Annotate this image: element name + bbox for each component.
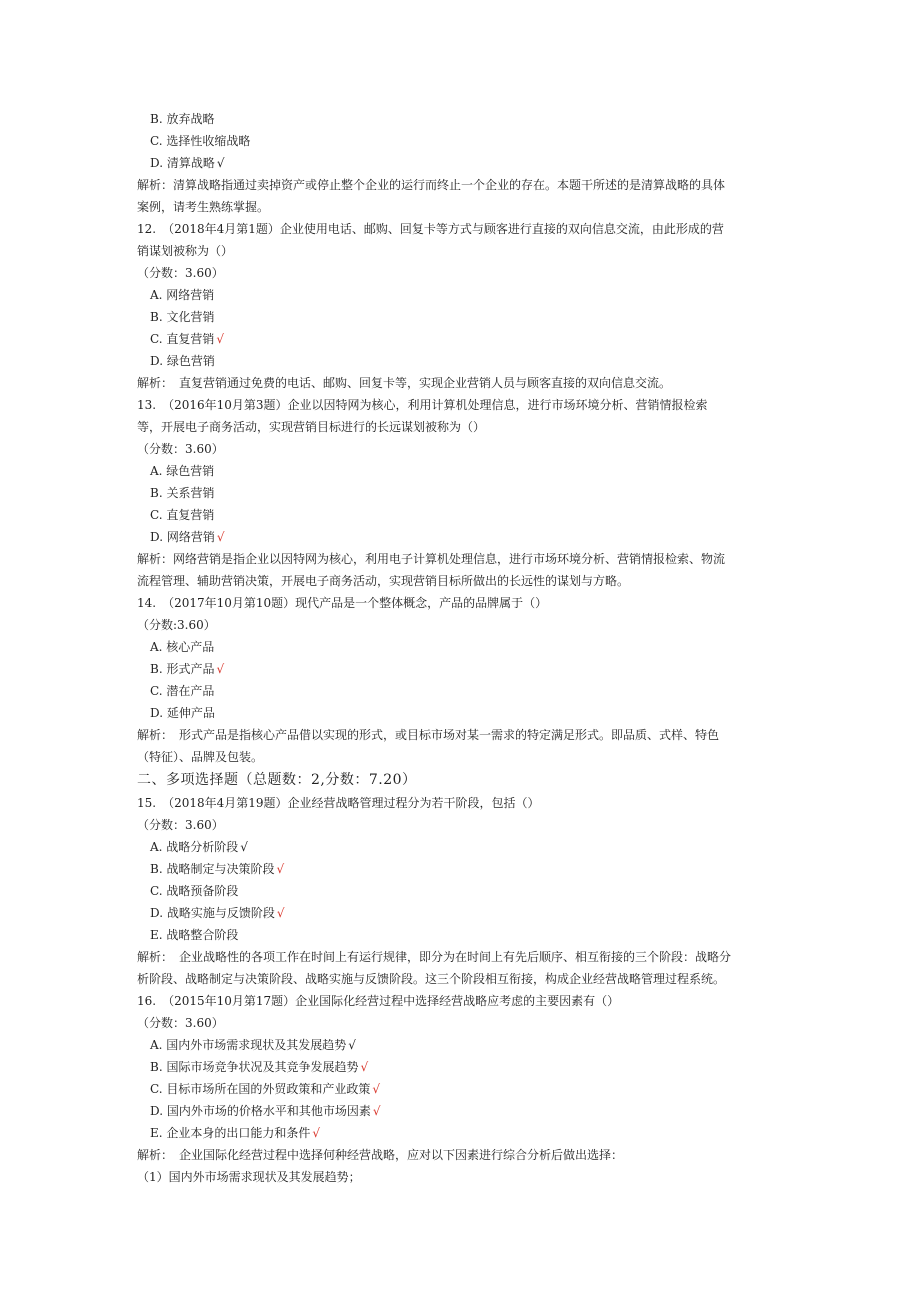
section-heading: 二、多项选择题（总题数：2,分数：7.20） — [137, 772, 417, 788]
option-c: C. 目标市场所在国的外贸政策和产业政策 √ — [150, 1082, 381, 1096]
option-d: D. 网络营销 √ — [150, 530, 225, 544]
analysis-line: 流程管理、辅助营销决策，开展电子商务活动，实现营销目标所做出的长远性的谋划与方略。 — [137, 574, 630, 588]
question-score: （分数：3.60） — [137, 1016, 224, 1030]
option-a: A. 国内外市场需求现状及其发展趋势 √ — [150, 1038, 356, 1052]
option-b: B. 放弃战略 — [150, 112, 215, 126]
analysis-line: 解析： 企业战略性的各项工作在时间上有运行规律，即分为在时间上有先后顺序、相互衔接的三个阶段：战略分 — [137, 950, 732, 964]
check-mark-icon: √ — [348, 1038, 356, 1052]
check-mark-icon: √ — [276, 862, 285, 876]
check-mark-icon: √ — [276, 906, 285, 920]
option-c: C. 选择性收缩战略 — [150, 134, 251, 148]
analysis-line: 解析：网络营销是指企业以因特网为核心，利用电子计算机处理信息，进行市场环境分析、营销情报检索、物流 — [137, 552, 726, 566]
check-mark-icon: √ — [312, 1126, 321, 1140]
option-b: B. 形式产品 √ — [150, 662, 225, 676]
option-b: B. 关系营销 — [150, 486, 215, 500]
question-stem: 等，开展电子商务活动，实现营销目标进行的长远谋划被称为（） — [137, 420, 486, 434]
question-15 — [137, 792, 787, 990]
question-stem: 15. （2018年4月第19题）企业经营战略管理过程分为若干阶段，包括（） — [137, 796, 540, 810]
question-score: （分数：3.60） — [137, 442, 224, 456]
analysis-line: 解析： 直复营销通过免费的电话、邮购、回复卡等，实现企业营销人员与顾客直接的双向信息交流。 — [137, 376, 672, 390]
question-16 — [137, 990, 787, 1188]
analysis-line: 案例，请考生熟练掌握。 — [137, 200, 270, 214]
check-mark-icon: √ — [372, 1104, 381, 1118]
question-11 — [137, 108, 787, 218]
option-a: A. 战略分析阶段 √ — [150, 840, 248, 854]
question-13 — [137, 394, 787, 592]
option-d: D. 国内外市场的价格水平和其他市场因素 √ — [150, 1104, 381, 1118]
option-a: A. 核心产品 — [150, 640, 215, 654]
option-c: C. 直复营销 — [150, 508, 215, 522]
option-a: A. 网络营销 — [150, 288, 215, 302]
option-e: E. 战略整合阶段 — [150, 928, 239, 942]
question-score: （分数：3.60） — [137, 818, 224, 832]
question-stem: 14. （2017年10月第10题）现代产品是一个整体概念，产品的品牌属于（） — [137, 596, 548, 610]
check-mark-icon: √ — [216, 156, 225, 170]
option-b: B. 国际市场竞争状况及其竞争发展趋势 √ — [150, 1060, 369, 1074]
check-mark-icon: √ — [372, 1082, 381, 1096]
question-score: （分数:3.60） — [137, 618, 216, 632]
check-mark-icon: √ — [240, 840, 248, 854]
question-score: （分数：3.60） — [137, 266, 224, 280]
check-mark-icon: √ — [216, 530, 225, 544]
option-b: B. 文化营销 — [150, 310, 215, 324]
analysis-line: 析阶段、战略制定与决策阶段、战略实施与反馈阶段。这三个阶段相互衔接，构成企业经营战略管理过程系统。 — [137, 972, 726, 986]
option-d: D. 战略实施与反馈阶段 √ — [150, 906, 285, 920]
question-stem: 12. （2018年4月第1题）企业使用电话、邮购、回复卡等方式与顾客进行直接的双向信息交流，由此形成的营 — [137, 222, 724, 236]
option-d: D. 清算战略 √ — [150, 156, 225, 170]
question-12 — [137, 218, 787, 394]
option-c: C. 战略预备阶段 — [150, 884, 239, 898]
option-e: E. 企业本身的出口能力和条件 √ — [150, 1126, 321, 1140]
question-stem: 销谋划被称为（） — [137, 244, 234, 258]
analysis-line: 解析：清算战略指通过卖掉资产或停止整个企业的运行而终止一个企业的存在。本题干所述的是清算战略的具体 — [137, 178, 726, 192]
check-mark-icon: √ — [216, 332, 225, 346]
option-a: A. 绿色营销 — [150, 464, 215, 478]
question-stem: 13. （2016年10月第3题）企业以因特网为核心，利用计算机处理信息，进行市场环境分析、营销情报检索 — [137, 398, 708, 412]
analysis-line: 解析： 企业国际化经营过程中选择何种经营战略，应对以下因素进行综合分析后做出选择： — [137, 1148, 624, 1162]
analysis-line: （特征）、品牌及包装。 — [137, 750, 264, 764]
exam-page — [137, 108, 787, 1188]
check-mark-icon: √ — [216, 662, 225, 676]
option-d: D. 绿色营销 — [150, 354, 215, 368]
option-d: D. 延伸产品 — [150, 706, 215, 720]
analysis-line: 解析： 形式产品是指核心产品借以实现的形式，或目标市场对某一需求的特定满足形式。即品质、式样、特色 — [137, 728, 720, 742]
question-14 — [137, 592, 787, 768]
option-c: C. 潜在产品 — [150, 684, 215, 698]
option-b: B. 战略制定与决策阶段 √ — [150, 862, 285, 876]
question-stem: 16. （2015年10月第17题）企业国际化经营过程中选择经营战略应考虑的主要因素有（） — [137, 994, 620, 1008]
analysis-line: （1）国内外市场需求现状及其发展趋势； — [137, 1170, 361, 1184]
option-c: C. 直复营销 √ — [150, 332, 225, 346]
check-mark-icon: √ — [360, 1060, 369, 1074]
